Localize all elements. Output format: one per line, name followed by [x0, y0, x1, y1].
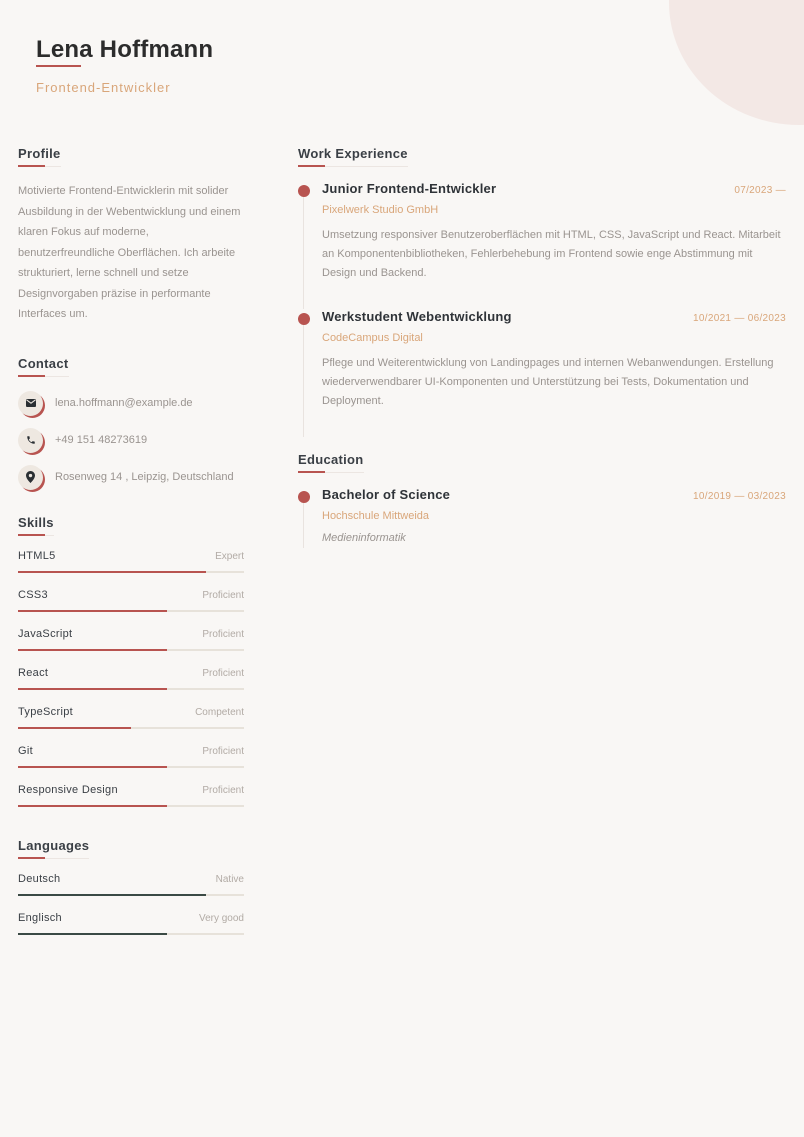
education-field: Medieninformatik	[322, 532, 406, 544]
experience-company: CodeCampus Digital	[322, 332, 423, 344]
education-degree: Bachelor of Science	[322, 487, 451, 502]
section-title-profile: Profile	[18, 146, 61, 167]
main-content	[298, 145, 786, 574]
education-date: 10/2019 — 03/2023	[693, 491, 786, 502]
skill-level: Proficient	[202, 589, 244, 601]
language-level: Very good	[198, 912, 244, 924]
skill-bar	[18, 688, 244, 690]
language-bar-fill	[18, 933, 167, 935]
language-name: Englisch	[18, 911, 62, 924]
skill-bar	[18, 727, 244, 729]
skill-level: Expert	[215, 550, 244, 562]
skill-bar	[18, 649, 244, 651]
decorative-circle	[669, 0, 804, 125]
contact-address: Rosenweg 14 , Leipzig, Deutschland	[55, 470, 234, 483]
education-item	[298, 487, 786, 548]
skill-bar	[18, 805, 244, 807]
skill-level: Proficient	[202, 784, 244, 796]
experience-date: 07/2023 —	[734, 185, 786, 196]
email-icon	[18, 391, 43, 416]
person-name: Lena Hoffmann	[36, 36, 214, 63]
experience-item	[298, 181, 786, 309]
section-title-experience: Work Experience	[298, 146, 408, 167]
education-section	[298, 451, 786, 548]
section-title-languages: Languages	[18, 838, 89, 859]
skill-name: React	[18, 666, 49, 679]
skill-item	[18, 550, 244, 573]
timeline-dot-icon	[298, 313, 310, 325]
language-bar-fill	[18, 894, 206, 896]
language-level: Native	[215, 873, 244, 885]
skill-name: HTML5	[18, 549, 56, 562]
skill-item	[18, 628, 244, 651]
skill-bar-fill	[18, 805, 167, 807]
section-title-contact: Contact	[18, 356, 69, 377]
skill-item	[18, 667, 244, 690]
language-item	[18, 873, 244, 896]
skill-item	[18, 784, 244, 807]
work-experience-section	[298, 145, 786, 437]
skill-item	[18, 589, 244, 612]
experience-title: Junior Frontend-Entwickler	[322, 181, 497, 196]
profile-text: Motivierte Frontend-Entwicklerin mit solider Ausbildung in der Webentwicklung und einem klaren Fokus auf moderne, benutzerfreundliche Oberflächen. Ich arbeite strukturiert, lerne schnell und setze Designvorgaben präzise in performante Interfaces um.	[18, 185, 241, 320]
skill-bar-fill	[18, 688, 167, 690]
timeline-dot-icon	[298, 185, 310, 197]
experience-company: Pixelwerk Studio GmbH	[322, 204, 439, 216]
skill-bar-fill	[18, 766, 167, 768]
languages-section	[18, 837, 244, 935]
contact-email: lena.hoffmann@example.de	[55, 396, 193, 409]
language-bar	[18, 894, 244, 896]
skill-level: Proficient	[202, 628, 244, 640]
section-title-skills: Skills	[18, 515, 54, 536]
skill-name: TypeScript	[18, 705, 73, 718]
contact-phone: +49 151 48273619	[55, 433, 148, 446]
skill-bar-fill	[18, 610, 167, 612]
job-title: Frontend-Entwickler	[36, 80, 171, 95]
experience-item	[298, 309, 786, 437]
skill-name: CSS3	[18, 588, 48, 601]
skill-bar	[18, 766, 244, 768]
education-school: Hochschule Mittweida	[322, 510, 429, 522]
skill-level: Competent	[195, 706, 244, 718]
contact-item-phone[interactable]	[18, 428, 244, 453]
skills-section	[18, 514, 244, 807]
skill-bar	[18, 571, 244, 573]
phone-icon	[18, 428, 43, 453]
experience-description: Umsetzung responsiver Benutzeroberflächen mit HTML, CSS, JavaScript und React. Mitarbeit an Komponentenbibliotheken, Fehlerbehebung im Frontend sowie enge Abstimmung mit Design und Backend.	[322, 229, 781, 279]
resume-header	[36, 36, 213, 95]
contact-item-email[interactable]	[18, 391, 244, 416]
timeline-dot-icon	[298, 491, 310, 503]
experience-title: Werkstudent Webentwicklung	[322, 309, 512, 324]
profile-section	[18, 145, 244, 325]
skill-level: Proficient	[202, 745, 244, 757]
skill-bar-fill	[18, 649, 167, 651]
language-name: Deutsch	[18, 872, 61, 885]
section-title-education: Education	[298, 452, 364, 473]
skill-bar-fill	[18, 571, 206, 573]
language-bar	[18, 933, 244, 935]
skill-bar-fill	[18, 727, 131, 729]
skill-name: Git	[18, 744, 33, 757]
skill-level: Proficient	[202, 667, 244, 679]
experience-description: Pflege und Weiterentwicklung von Landingpages und internen Webanwendungen. Erstellung wiederverwendbarer UI-Komponenten und Unterstützung bei Tests, Dokumentation und Deployment.	[322, 357, 774, 407]
contact-section	[18, 355, 244, 490]
location-icon	[18, 465, 43, 490]
sidebar	[18, 145, 244, 951]
experience-date: 10/2021 — 06/2023	[693, 313, 786, 324]
skill-item	[18, 706, 244, 729]
language-item	[18, 912, 244, 935]
skill-bar	[18, 610, 244, 612]
contact-item-address	[18, 465, 244, 490]
skill-name: JavaScript	[18, 627, 73, 640]
skill-name: Responsive Design	[18, 783, 118, 796]
skill-item	[18, 745, 244, 768]
